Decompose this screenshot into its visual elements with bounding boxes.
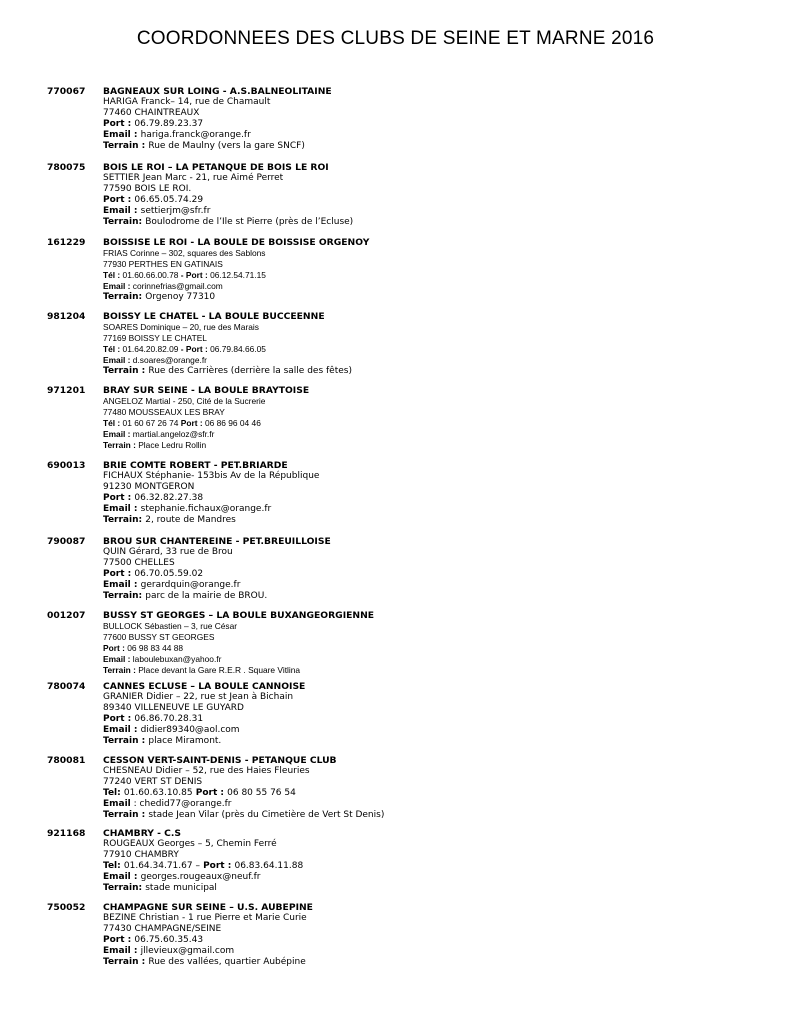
field-value: BULLOCK Sébastien – 3, rue César: [103, 621, 238, 631]
club-details: [103, 828, 743, 894]
field-value: 77590 BOIS LE ROI.: [103, 184, 192, 194]
field-value: BEZINE Christian - 1 rue Pierre et Marie Curie: [103, 913, 307, 923]
club-code: 921168: [47, 828, 86, 839]
club-detail-line: [103, 333, 743, 344]
club-detail-line: [103, 292, 743, 303]
field-value: 77169 BOISSY LE CHATEL: [103, 333, 207, 343]
field-value: Rue des vallées, quartier Aubépine: [148, 957, 306, 967]
club-name: BRAY SUR SEINE - LA BOULE BRAYTOISE: [103, 385, 310, 396]
club-code: 750052: [47, 902, 86, 913]
club-detail-line: [103, 665, 743, 676]
club-details: [103, 162, 743, 228]
club-name: BAGNEAUX SUR LOING - A.S.BALNEOLITAINE: [103, 86, 332, 97]
club-name: BOISSISE LE ROI - LA BOULE DE BOISSISE ORGENOY: [103, 237, 370, 248]
field-label: Email :: [103, 206, 141, 216]
club-code: 001207: [47, 610, 86, 621]
club-detail-line: [103, 872, 743, 883]
field-value: 01.60.66.00.78: [122, 270, 179, 280]
field-value: 06.79.89.23.37: [134, 119, 204, 129]
field-label: Email :: [103, 946, 141, 956]
club-detail-line: [103, 654, 743, 665]
club-detail-line: [103, 799, 743, 810]
club-code: 770067: [47, 86, 86, 97]
field-value: Rue des Carrières (derrière la salle des fêtes): [148, 366, 352, 376]
field-label: Terrain :: [103, 366, 149, 376]
field-label: Terrain:: [103, 515, 146, 525]
club-detail-line: [103, 493, 743, 504]
club-detail-line: [103, 108, 743, 119]
club-detail-line: [103, 736, 743, 747]
field-value: 77480 MOUSSEAUX LES BRAY: [103, 407, 225, 417]
field-value: GRANIER Didier – 22, rue st Jean à Bichain: [103, 692, 294, 702]
club-detail-line: [103, 621, 743, 632]
club-detail-line: [103, 407, 743, 418]
field-value: 06.86.70.28.31: [134, 714, 204, 724]
field-label: Port :: [103, 493, 135, 503]
club-detail-line: [103, 355, 743, 366]
club-detail-line: [103, 777, 743, 788]
field-value: 01.64.34.71.67 –: [123, 861, 200, 871]
field-value: FRIAS Corinne – 302, squares des Sablons: [103, 248, 266, 258]
field-label: Tel:: [103, 788, 124, 798]
page-title: COORDONNEES DES CLUBS DE SEINE ET MARNE 2016: [136, 28, 655, 49]
field-value: parc de la mairie de BROU.: [145, 591, 268, 601]
club-detail-line: [103, 141, 743, 152]
club-detail-line: [103, 703, 743, 714]
club-code: 161229: [47, 237, 86, 248]
field-value: corinnefrias@gmail.com: [132, 281, 223, 291]
club-detail-line: [103, 344, 743, 355]
club-detail-line: [103, 366, 743, 377]
club-detail-line: [103, 418, 743, 429]
field-value: Rue de Maulny (vers la gare SNCF): [148, 141, 305, 151]
field-value: 06 98 83 44 88: [127, 643, 184, 653]
field-value: 77930 PERTHES EN GATINAIS: [103, 259, 223, 269]
club-detail-line: [103, 766, 743, 777]
field-value: 06.65.05.74.29: [134, 195, 204, 205]
field-value: 06 80 55 76 54: [227, 788, 296, 798]
field-value: 77600 BUSSY ST GEORGES: [103, 632, 215, 642]
club-detail-line: [103, 714, 743, 725]
club-details: [103, 536, 743, 602]
club-detail-line: [103, 632, 743, 643]
club-detail-line: [103, 569, 743, 580]
field-label: Email :: [103, 429, 133, 439]
field-value: jllevieux@gmail.com: [140, 946, 235, 956]
club-detail-line: [103, 429, 743, 440]
field-value: CHESNEAU Didier – 52, rue des Haies Fleuries: [103, 766, 310, 776]
field-label: - Port :: [178, 344, 211, 354]
field-value: HARIGA Franck– 14, rue de Chamault: [103, 97, 271, 107]
club-detail-line: [103, 396, 743, 407]
club-detail-line: [103, 839, 743, 850]
club-details: [103, 385, 743, 451]
club-name: BOIS LE ROI – LA PETANQUE DE BOIS LE ROI: [103, 162, 329, 173]
field-value: SETTIER Jean Marc - 21, rue Aimé Perret: [103, 173, 284, 183]
field-value: 77910 CHAMBRY: [103, 850, 179, 860]
field-value: settierjm@sfr.fr: [140, 206, 211, 216]
club-detail-line: [103, 725, 743, 736]
club-code: 780081: [47, 755, 86, 766]
club-detail-line: [103, 281, 743, 292]
field-label: Terrain :: [103, 736, 149, 746]
club-detail-line: [103, 504, 743, 515]
field-value: 77430 CHAMPAGNE/SEINE: [103, 924, 222, 934]
club-detail-line: [103, 946, 743, 957]
club-name: BROU SUR CHANTEREINE - PET.BREUILLOISE: [103, 536, 331, 547]
field-value: d.soares@orange.fr: [132, 355, 207, 365]
field-label: Tél :: [103, 344, 123, 354]
field-value: place Miramont.: [148, 736, 222, 746]
field-label: Tél :: [103, 270, 123, 280]
field-value: Place devant la Gare R.E.R . Square Vitlina: [138, 665, 301, 675]
field-value: Orgenoy 77310: [145, 292, 216, 302]
club-detail-line: [103, 810, 743, 821]
club-code: 790087: [47, 536, 86, 547]
field-value: SOARES Dominique – 20, rue des Marais: [103, 322, 259, 332]
field-label: Terrain:: [103, 217, 146, 227]
field-value: martial.angeloz@sfr.fr: [132, 429, 215, 439]
field-value: 06.75.60.35.43: [134, 935, 204, 945]
field-label: Port :: [199, 861, 235, 871]
field-value: stade Jean Vilar (près du Cimetière de Vert St Denis): [148, 810, 385, 820]
club-detail-line: [103, 580, 743, 591]
field-value: didier89340@aol.com: [140, 725, 240, 735]
field-label: Terrain :: [103, 665, 139, 675]
club-details: [103, 460, 743, 526]
club-details: [103, 86, 743, 152]
field-value: 06.79.84.66.05: [210, 344, 266, 354]
club-detail-line: [103, 850, 743, 861]
field-label: Email :: [103, 130, 141, 140]
club-details: [103, 902, 743, 968]
field-value: 89340 VILLENEUVE LE GUYARD: [103, 703, 244, 713]
field-label: Terrain:: [103, 591, 146, 601]
club-detail-line: [103, 591, 743, 602]
field-label: Email :: [103, 725, 141, 735]
club-detail-line: [103, 482, 743, 493]
field-value: 01.64.20.82.09: [122, 344, 179, 354]
field-label: Email :: [103, 281, 133, 291]
club-name: BOISSY LE CHATEL - LA BOULE BUCCEENNE: [103, 311, 325, 322]
club-detail-line: [103, 558, 743, 569]
club-name: BRIE COMTE ROBERT - PET.BRIARDE: [103, 460, 288, 471]
field-label: Terrain :: [103, 810, 149, 820]
field-label: Port :: [178, 418, 205, 428]
field-value: Place Ledru Rollin: [138, 440, 207, 450]
club-detail-line: [103, 471, 743, 482]
field-value: 01 60 67 26 74: [122, 418, 179, 428]
club-detail-line: [103, 259, 743, 270]
club-detail-line: [103, 248, 743, 259]
field-label: Terrain:: [103, 883, 146, 893]
field-value: 91230 MONTGERON: [103, 482, 195, 492]
field-label: Email: [103, 799, 131, 809]
field-value: 77240 VERT ST DENIS: [103, 777, 203, 787]
club-name: CHAMBRY - C.S: [103, 828, 181, 839]
club-detail-line: [103, 515, 743, 526]
club-details: [103, 237, 743, 303]
club-detail-line: [103, 217, 743, 228]
club-detail-line: [103, 643, 743, 654]
club-code: 780074: [47, 681, 86, 692]
field-label: Port :: [103, 119, 135, 129]
field-value: 06.83.64.11.88: [234, 861, 304, 871]
field-value: FICHAUX Stéphanie- 153bis Av de la République: [103, 471, 320, 481]
club-code: 971201: [47, 385, 86, 396]
field-value: 06 86 96 04 46: [204, 418, 261, 428]
club-detail-line: [103, 883, 743, 894]
club-name: BUSSY ST GEORGES – LA BOULE BUXANGEORGIENNE: [103, 610, 375, 621]
field-label: Port :: [103, 195, 135, 205]
field-label: Port :: [103, 714, 135, 724]
field-label: Terrain :: [103, 957, 149, 967]
field-value: 01.60.63.10.85: [123, 788, 193, 798]
club-detail-line: [103, 692, 743, 703]
club-detail-line: [103, 97, 743, 108]
field-value: gerardquin@orange.fr: [140, 580, 241, 590]
field-label: Email :: [103, 654, 133, 664]
field-value: laboulebuxan@yahoo.fr: [132, 654, 222, 664]
field-value: 06.32.82.27.38: [134, 493, 204, 503]
field-value: 06.70.05.59.02: [134, 569, 204, 579]
field-label: - Port :: [178, 270, 211, 280]
field-label: Email :: [103, 580, 141, 590]
club-code: 690013: [47, 460, 86, 471]
club-detail-line: [103, 861, 743, 872]
field-label: Port :: [192, 788, 228, 798]
club-name: CESSON VERT-SAINT-DENIS - PETANQUE CLUB: [103, 755, 337, 766]
club-detail-line: [103, 206, 743, 217]
field-value: : chedid77@orange.fr: [130, 799, 232, 809]
club-details: [103, 610, 743, 676]
field-value: stephanie.fichaux@orange.fr: [140, 504, 272, 514]
club-code: 780075: [47, 162, 86, 173]
club-detail-line: [103, 924, 743, 935]
field-label: Tel:: [103, 861, 124, 871]
club-detail-line: [103, 322, 743, 333]
club-details: [103, 311, 743, 377]
club-detail-line: [103, 130, 743, 141]
field-label: Port :: [103, 569, 135, 579]
field-label: Port :: [103, 935, 135, 945]
field-label: Email :: [103, 355, 133, 365]
field-value: hariga.franck@orange.fr: [140, 130, 251, 140]
field-value: 06.12.54.71.15: [210, 270, 266, 280]
field-label: Email :: [103, 872, 141, 882]
field-value: Boulodrome de l’Ile st Pierre (près de l’Ecluse): [145, 217, 354, 227]
field-label: Terrain :: [103, 440, 139, 450]
field-value: georges.rougeaux@neuf.fr: [140, 872, 261, 882]
club-detail-line: [103, 957, 743, 968]
field-label: Tél :: [103, 418, 123, 428]
field-label: Port :: [103, 643, 128, 653]
field-value: 77460 CHAINTREAUX: [103, 108, 200, 118]
club-detail-line: [103, 184, 743, 195]
club-name: CANNES ECLUSE – LA BOULE CANNOISE: [103, 681, 306, 692]
field-value: ROUGEAUX Georges – 5, Chemin Ferré: [103, 839, 277, 849]
club-detail-line: [103, 547, 743, 558]
club-detail-line: [103, 173, 743, 184]
club-details: [103, 681, 743, 747]
club-detail-line: [103, 913, 743, 924]
club-details: [103, 755, 743, 821]
field-value: stade municipal: [145, 883, 217, 893]
field-label: Terrain :: [103, 141, 149, 151]
field-value: ANGELOZ Martial - 250, Cité de la Sucrerie: [103, 396, 266, 406]
club-detail-line: [103, 935, 743, 946]
club-detail-line: [103, 119, 743, 130]
club-code: 981204: [47, 311, 86, 322]
club-detail-line: [103, 788, 743, 799]
club-detail-line: [103, 270, 743, 281]
field-label: Terrain:: [103, 292, 146, 302]
field-value: 2, route de Mandres: [145, 515, 236, 525]
field-value: 77500 CHELLES: [103, 558, 175, 568]
club-detail-line: [103, 195, 743, 206]
field-label: Email :: [103, 504, 141, 514]
field-value: QUIN Gérard, 33 rue de Brou: [103, 547, 233, 557]
club-name: CHAMPAGNE SUR SEINE – U.S. AUBEPINE: [103, 902, 313, 913]
club-detail-line: [103, 440, 743, 451]
